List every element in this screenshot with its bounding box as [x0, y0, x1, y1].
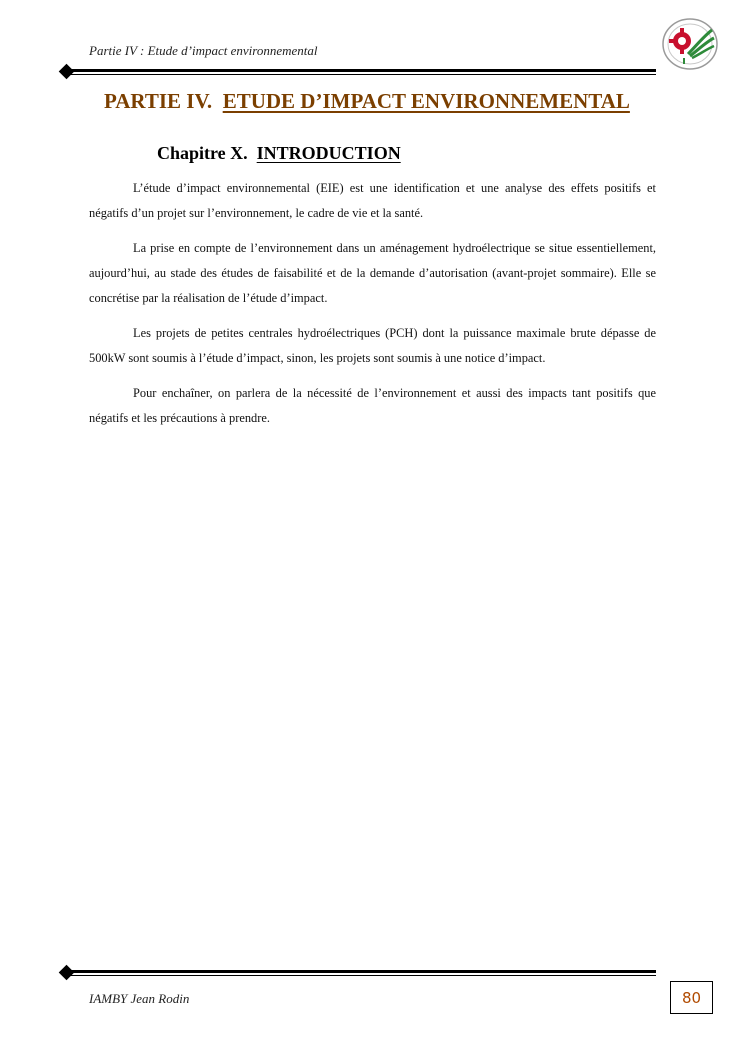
school-logo-icon	[660, 16, 720, 72]
chapter-heading	[157, 143, 401, 164]
part-title	[104, 89, 630, 114]
running-header: Partie IV : Etude d’impact environnemental	[89, 43, 318, 58]
paragraph: Pour enchaîner, on parlera de la nécessité de l’environnement et aussi des impacts tant positifs que négatifs et les précautions à prendre.	[89, 386, 656, 425]
part-number: PARTIE IV.	[104, 89, 213, 113]
chapter-number: Chapitre X.	[157, 143, 248, 163]
paragraph: La prise en compte de l’environnement dans un aménagement hydroélectrique se situe essentiellement, aujourd’hui, au stade des études de faisabilité et de la demande d’autorisation (avant-projet sommaire). Elle se concrétise par la réalisation de l’étude d’impact.	[89, 241, 656, 305]
chapter-name: INTRODUCTION	[256, 143, 401, 163]
body-text	[89, 176, 656, 441]
footer-author: IAMBY Jean Rodin	[89, 991, 190, 1006]
page-number: 80	[670, 981, 713, 1014]
part-name: ETUDE D’IMPACT ENVIRONNEMENTAL	[222, 89, 630, 113]
paragraph: L’étude d’impact environnemental (EIE) est une identification et une analyse des effets positifs et négatifs d’un projet sur l’environnement, le cadre de vie et la santé.	[89, 181, 656, 220]
paragraph: Les projets de petites centrales hydroélectriques (PCH) dont la puissance maximale brute dépasse de 500kW sont soumis à l’étude d’impact, sinon, les projets sont soumis à une notice d’impact.	[89, 326, 656, 365]
